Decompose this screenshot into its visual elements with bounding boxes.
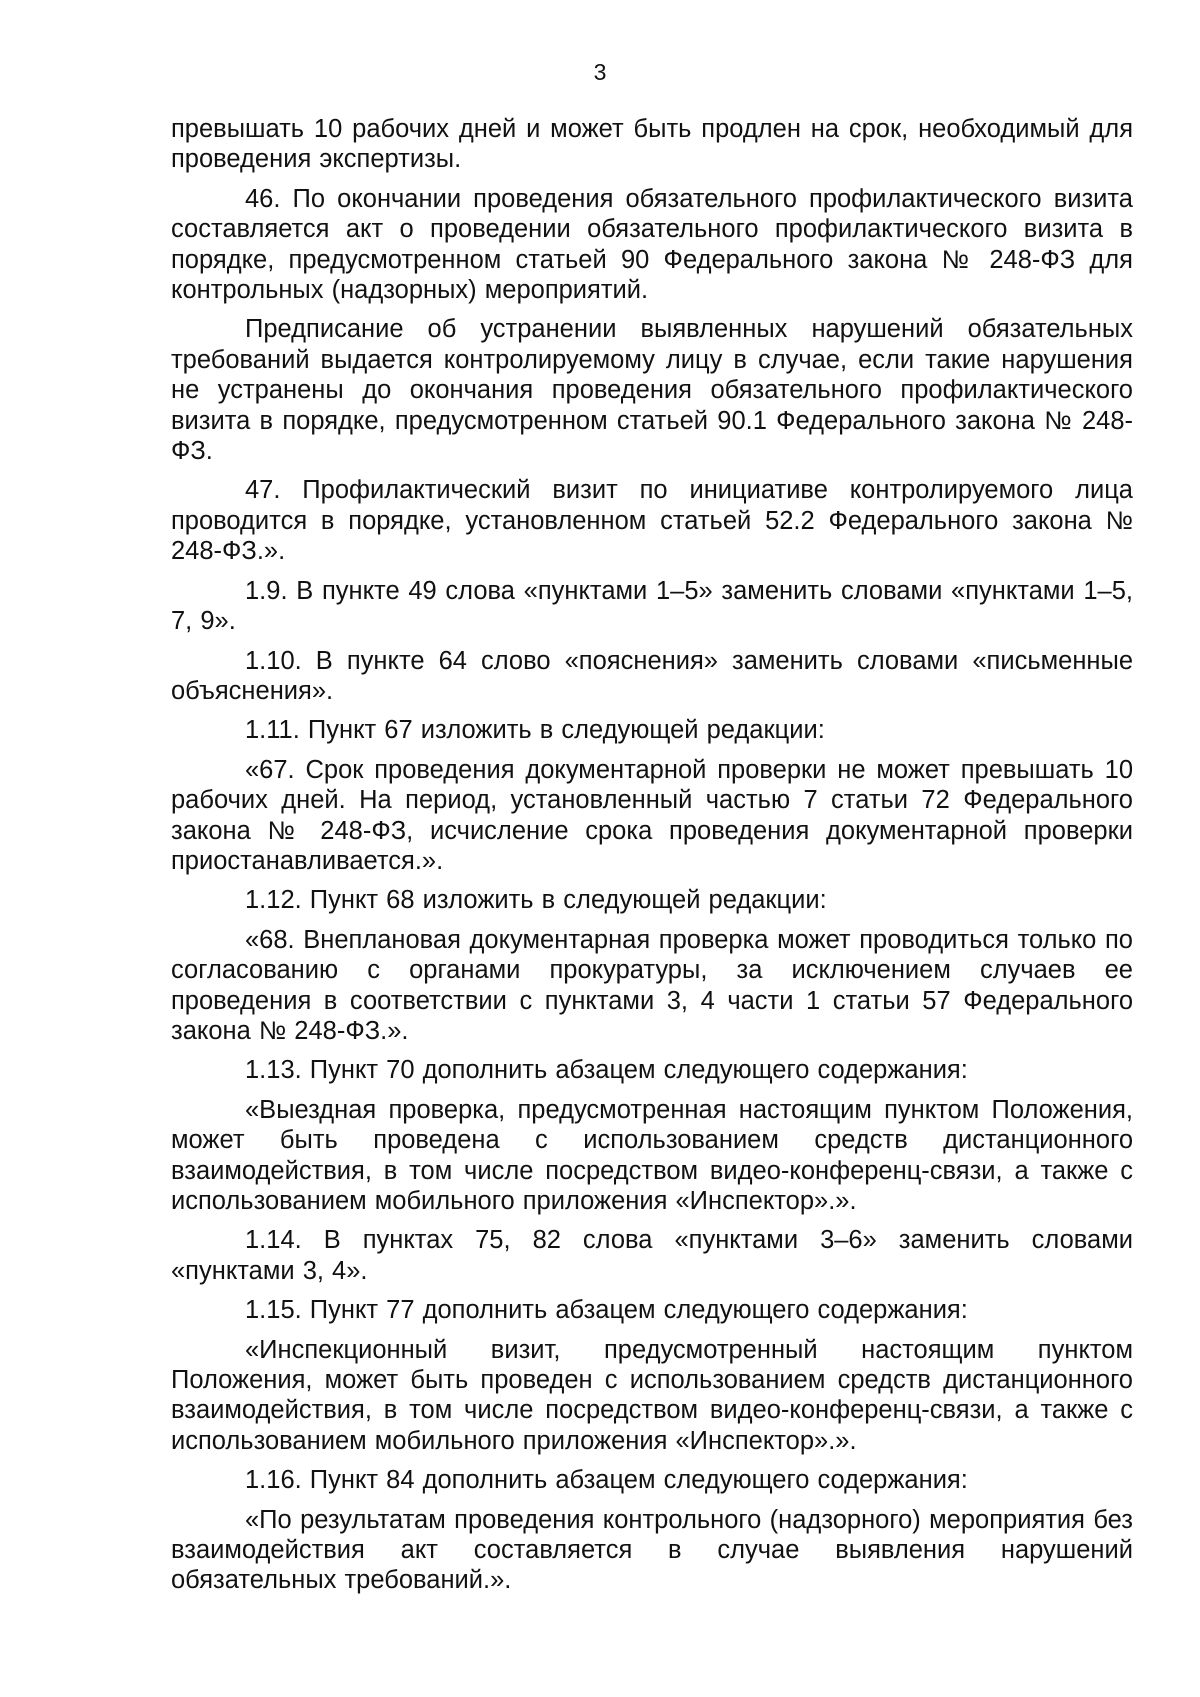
paragraph-continuation: превышать 10 рабочих дней и может быть продлен на срок, необходимый для проведения экспертизы.: [171, 115, 1133, 174]
paragraph-amendment-1-16: 1.16. Пункт 84 дополнить абзацем следующего содержания:: [245, 1466, 968, 1495]
paragraph-item-70-addition: «Выездная проверка, предусмотренная настоящим пунктом Положения, может быть проведена с использованием средств дистанционного взаимодействия, в том числе посредством видео-конференц-связи, а также с использованием мобильного приложения «Инспектор».».: [171, 1095, 1133, 1215]
paragraph-amendment-1-15: 1.15. Пункт 77 дополнить абзацем следующего содержания:: [245, 1296, 968, 1325]
paragraph-item-77-addition: «Инспекционный визит, предусмотренный настоящим пунктом Положения, может быть проведен с использованием средств дистанционного взаимодействия, в том числе посредством видео-конференц-связи, а также с использованием мобильного приложения «Инспектор».».: [171, 1335, 1133, 1455]
document-body: [171, 114, 1133, 1605]
paragraph-amendment-1-9: 1.9. В пункте 49 слова «пунктами 1–5» заменить словами «пунктами 1–5, 7, 9».: [171, 576, 1133, 636]
paragraph-amendment-1-13: 1.13. Пункт 70 дополнить абзацем следующего содержания:: [245, 1056, 968, 1085]
paragraph-item-84-addition: «По результатам проведения контрольного (надзорного) мероприятия без взаимодействия акт составляется в случае выявления нарушений обязательных требований.».: [171, 1505, 1133, 1595]
paragraph-amendment-1-10: 1.10. В пункте 64 слово «пояснения» заменить словами «письменные объяснения».: [171, 646, 1133, 705]
page-number: 3: [593, 59, 607, 85]
paragraph-item-47: 47. Профилактический визит по инициативе контролируемого лица проводится в порядке, установленном статьей 52.2 Федерального закона № 248-ФЗ.».: [171, 476, 1133, 566]
paragraph-amendment-1-11: 1.11. Пункт 67 изложить в следующей редакции:: [245, 716, 825, 745]
paragraph-item-68-text: «68. Внеплановая документарная проверка может проводиться только по согласованию с органами прокуратуры, за исключением случаев ее проведения в соответствии с пунктами 3, 4 части 1 статьи 57 Федерального закона № 248-ФЗ.».: [171, 925, 1133, 1045]
paragraph-amendment-1-12: 1.12. Пункт 68 изложить в следующей редакции:: [245, 886, 827, 915]
paragraph-amendment-1-14: 1.14. В пунктах 75, 82 слова «пунктами 3–6» заменить словами «пунктами 3, 4».: [171, 1226, 1133, 1285]
paragraph-prescription: Предписание об устранении выявленных нарушений обязательных требований выдается контролируемому лицу в случае, если такие нарушения не устранены до окончания проведения обязательного профилактического визита в порядке, предусмотренном статьей 90.1 Федерального закона № 248-ФЗ.: [171, 315, 1133, 466]
paragraph-item-46: 46. По окончании проведения обязательного профилактического визита составляется акт о проведении обязательного профилактического визита в порядке, предусмотренном статьей 90 Федерального закона № 248-ФЗ для контрольных (надзорных) мероприятий.: [171, 184, 1133, 305]
paragraph-item-67-text: «67. Срок проведения документарной проверки не может превышать 10 рабочих дней. На период, установленный частью 7 статьи 72 Федерального закона № 248-ФЗ, исчисление срока проведения документарной проверки приостанавливается.».: [171, 755, 1133, 875]
